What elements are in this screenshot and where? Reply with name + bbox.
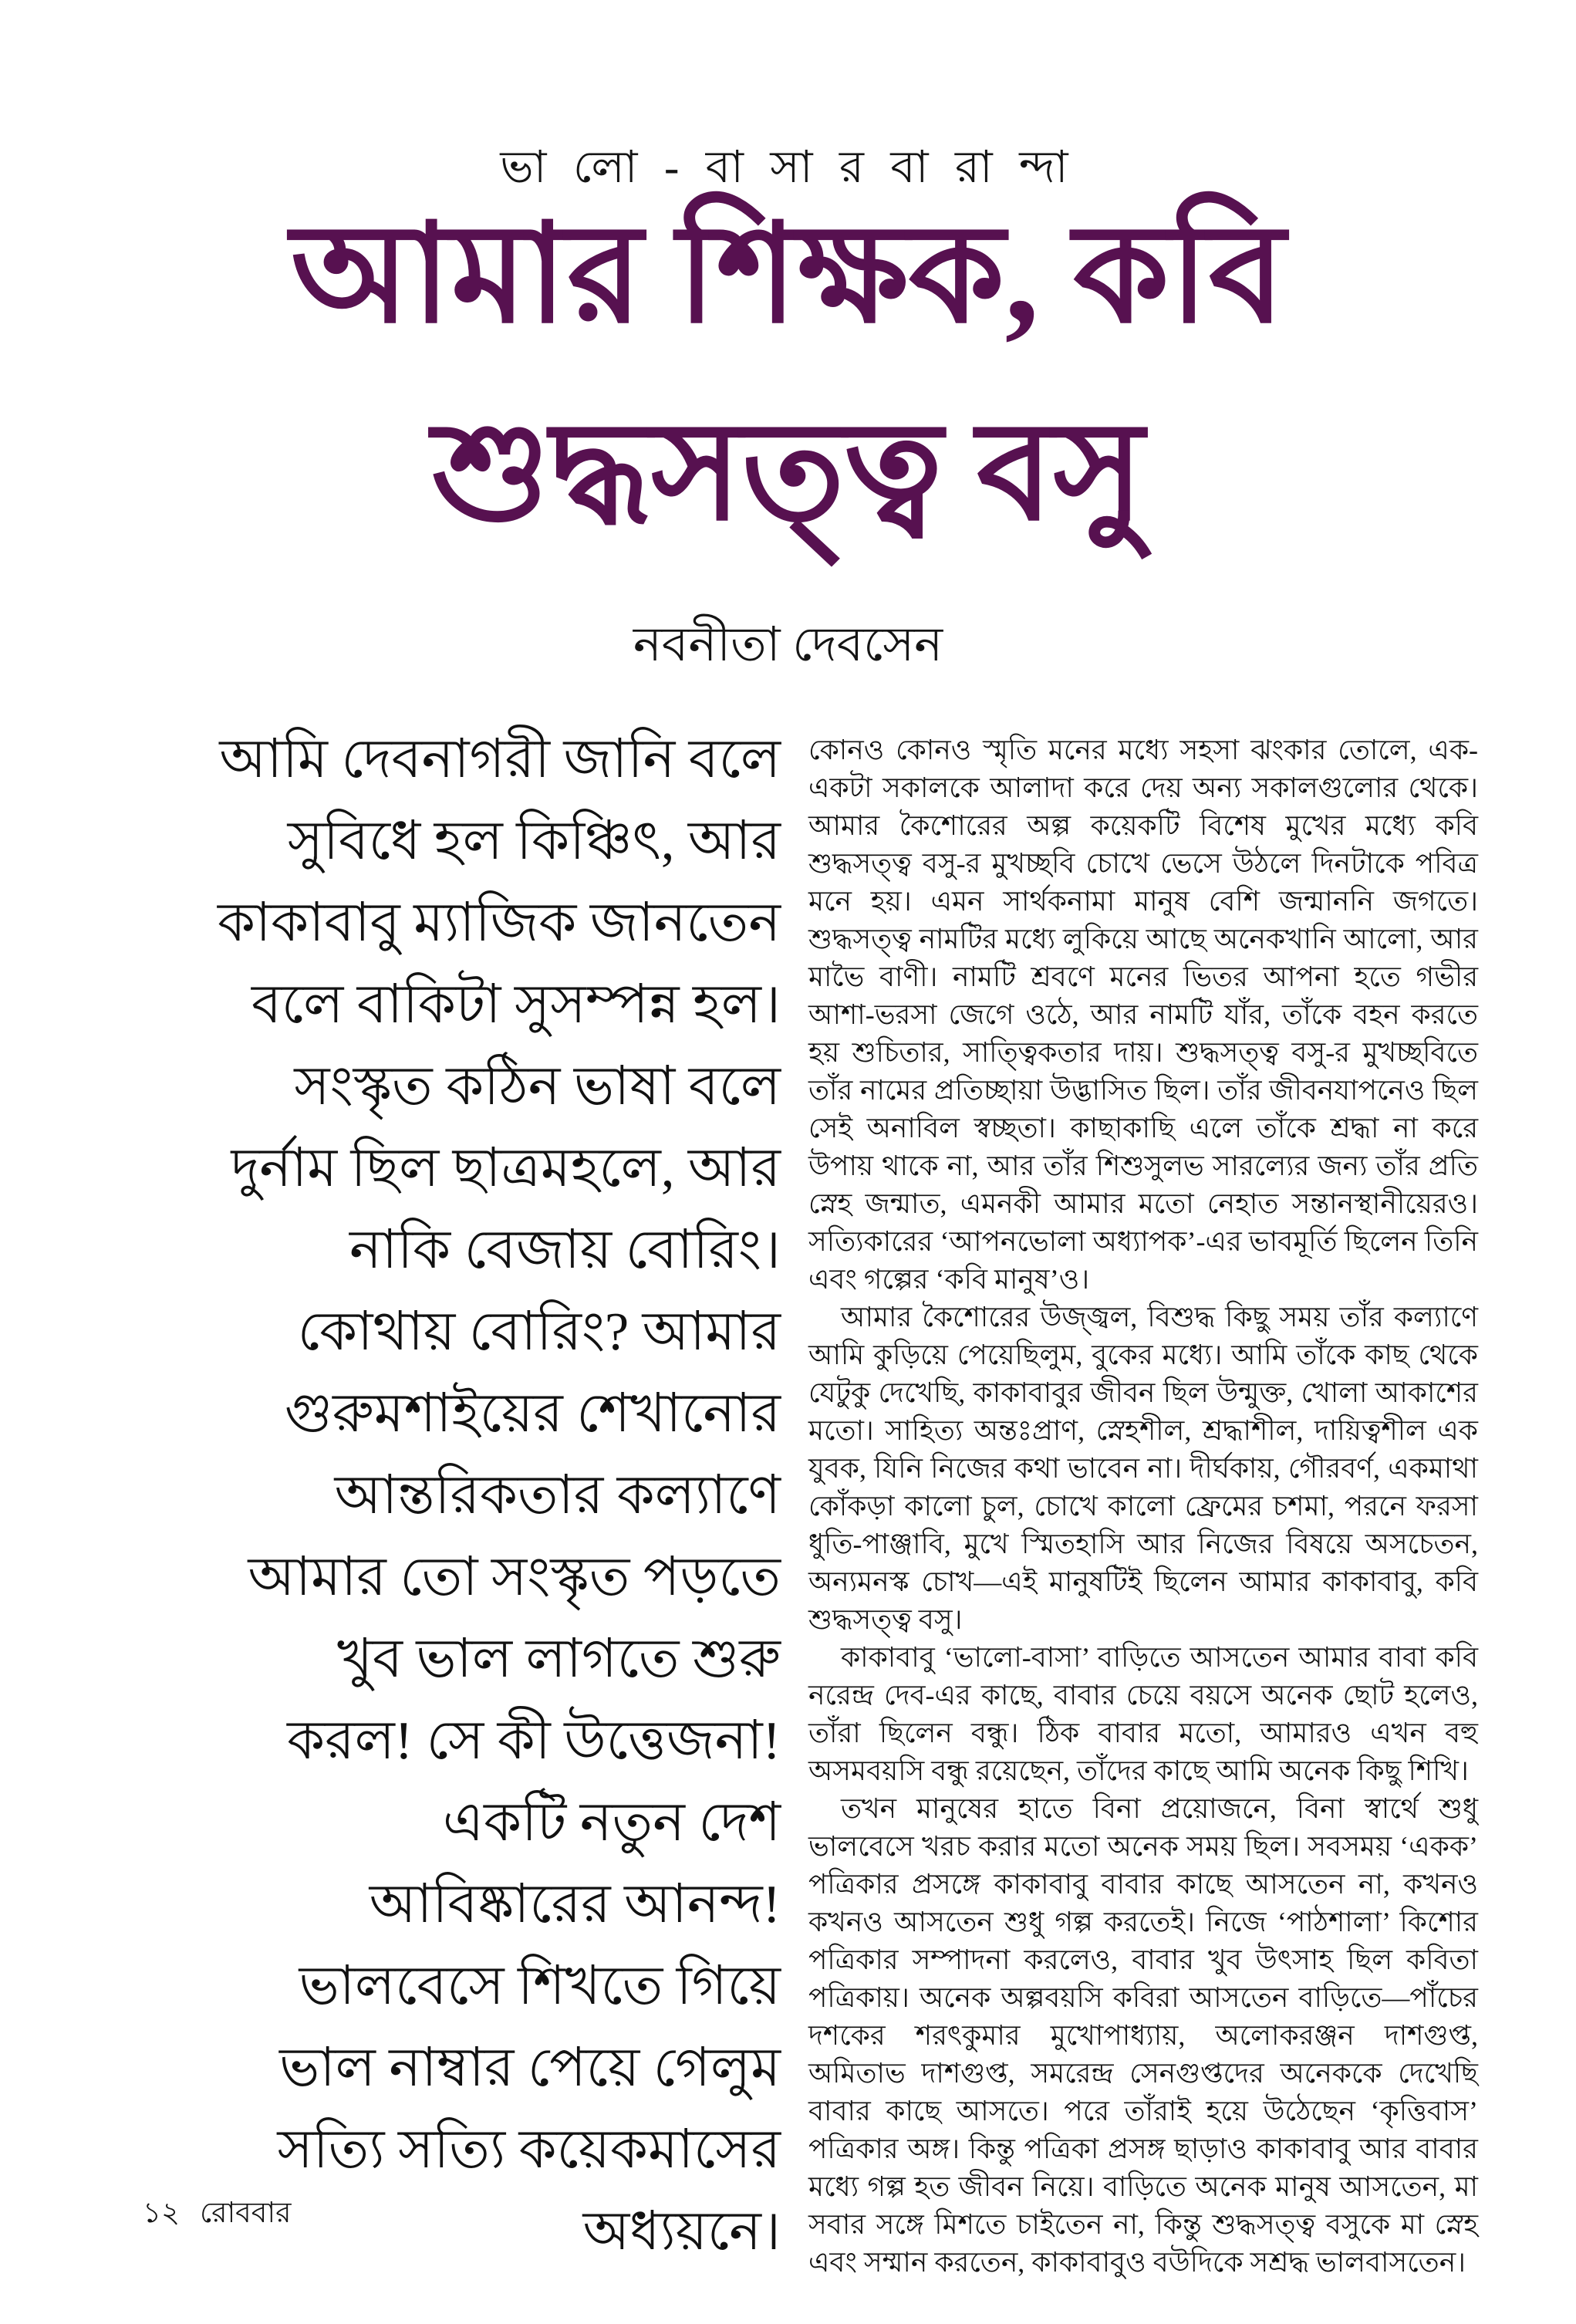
body-paragraph: তখন মানুষের হাতে বিনা প্রয়োজনে, বিনা স্বার্থে শুধু ভালবেসে খরচ করার মতো অনেক সময় ছিল। সবসময় ‘একক’ পত্রিকার প্রসঙ্গে কাকাবাবু বাবার কাছে আসতেন না, কখনও কখনও আসতেন শুধু গল্প করতেই। নিজে ‘পাঠশালা’ কিশোর পত্রিকার সম্পাদনা করলেও, বাবার খুব উৎসাহ ছিল কবিতা পত্রিকায়। অনেক অল্পবয়সি কবিরা আসতেন বাড়িতে—পাঁচের দশকের শরৎকুমার মুখোপাধ্যায়, অলোকরঞ্জন দাশগুপ্ত, অমিতাভ দাশগুপ্ত, সমরেন্দ্র সেনগুপ্তদের অনেককে দেখেছি বাবার কাছে আসতে। পরে তাঁরাই হয়ে উঠেছেন ‘কৃত্তিবাস’ পত্রিকার অঙ্গ। কিন্তু পত্রিকা প্রসঙ্গ ছাড়াও কাকাবাবু আর বাবার মধ্যে গল্প হত জীবন নিয়ে। বাড়িতে অনেক মানুষ আসতেন, মা সবার সঙ্গে মিশতে চাইতেন না, কিন্তু শুদ্ধসত্ত্ব বসুকে মা স্নেহ এবং সম্মান করতেন, কাকাবাবুও বউদিকে সশ্রদ্ধ ভালবাসতেন। [808, 1793, 1478, 2278]
poem-line: ভাল নাম্বার পেয়ে গেলুম [279, 2039, 781, 2098]
poem-line: আবিষ্কারের আনন্দ! [369, 1875, 781, 1934]
poem-line: নাকি বেজায় বোরিং। [349, 1221, 781, 1280]
body-paragraph: কোনও কোনও স্মৃতি মনের মধ্যে সহসা ঝংকার তোলে, এক-একটা সকালকে আলাদা করে দেয় অন্য সকালগুলোর থেকে। আমার কৈশোরের অল্প কয়েকটি বিশেষ মুখের মধ্যে কবি শুদ্ধসত্ত্ব বসু-র মুখচ্ছবি চোখে ভেসে উঠলে দিনটাকে পবিত্র মনে হয়। এমন সার্থকনামা মানুষ বেশি জন্মাননি জগতে। শুদ্ধসত্ত্ব নামটির মধ্যে লুকিয়ে আছে অনেকখানি আলো, আর মাভৈ বাণী। নামটি শ্রবণে মনের ভিতর আপনা হতে গভীর আশা-ভরসা জেগে ওঠে, আর নামটি যাঁর, তাঁকে বহন করতে হয় শুচিতার, সাত্ত্বিকতার দায়। শুদ্ধসত্ত্ব বসু-র মুখচ্ছবিতে তাঁর নামের প্রতিচ্ছায়া উদ্ভাসিত ছিল। তাঁর জীবনযাপনেও ছিল সেই অনাবিল স্বচ্ছতা। কাছাকাছি এলে তাঁকে শ্রদ্ধা না করে উপায় থাকে না, আর তাঁর শিশুসুলভ সারল্যের জন্য তাঁর প্রতি স্নেহ জন্মাত, এমনকী আমার মতো নেহাত সন্তানস্থানীয়েরও। সত্যিকারের ‘আপনভোলা অধ্যাপক’-এর ভাবমূর্তি ছিলেন তিনি এবং গল্পের ‘কবি মানুষ’ও। [808, 735, 1478, 1295]
poem-line: গুরুমশাইয়ের শেখানোর [285, 1384, 781, 1444]
poem-line: একটি নতুন দেশ [442, 1793, 781, 1853]
poem-line: খুব ভাল লাগতে শুরু [337, 1630, 781, 1689]
author-byline: নবনীতা দেবসেন [633, 619, 943, 671]
poem-line: আন্তরিকতার কল্যাণে [334, 1466, 781, 1525]
poem-line: ভালবেসে শিখতে গিয়ে [299, 1957, 781, 2016]
article-title-line2: শুদ্ধসত্ত্ব বসু [432, 396, 1144, 549]
poem-line: কোথায় বোরিং? আমার [297, 1302, 781, 1362]
body-column [808, 731, 1478, 2282]
poem-line: আমার তো সংস্কৃত পড়তে [248, 1548, 781, 1607]
body-paragraph: আমার কৈশোরের উজ্জ্বল, বিশুদ্ধ কিছু সময় তাঁর কল্যাণে আমি কুড়িয়ে পেয়েছিলুম, বুকের মধ্যে। আমি তাঁকে কাছ থেকে যেটুকু দেখেছি, কাকাবাবুর জীবন ছিল উন্মুক্ত, খোলা আকাশের মতো। সাহিত্য অন্তঃপ্রাণ, স্নেহশীল, শ্রদ্ধাশীল, দায়িত্বশীল এক যুবক, যিনি নিজের কথা ভাবেন না। দীর্ঘকায়, গৌরবর্ণ, একমাথা কোঁকড়া কালো চুল, চোখে কালো ফ্রেমের চশমা, পরনে ফরসা ধুতি-পাঞ্জাবি, মুখে স্মিতহাসি আর নিজের বিষয়ে অসচেতন, অন্যমনস্ক চোখ—এই মানুষটিই ছিলেন আমার কাকাবাবু, কবি শুদ্ধসত্ত্ব বসু। [808, 1302, 1478, 1635]
poem-line: সংস্কৃত কঠিন ভাষা বলে [294, 1057, 781, 1116]
article-title [0, 176, 1576, 572]
magazine-name: রোববার [200, 2197, 292, 2229]
poem-line: সুবিধে হল কিঞ্চিৎ, আর [287, 812, 781, 871]
poem-line: বলে বাকিটা সুসম্পন্ন হল। [251, 975, 781, 1035]
article-title-line1: আমার শিক্ষক, কবি [291, 198, 1285, 351]
poem-line: সত্যি সত্যি কয়েকমাসের [277, 2120, 781, 2180]
poem-column [108, 719, 781, 2273]
page-number: ১২ [143, 2197, 181, 2229]
page-footer [143, 2190, 291, 2238]
poem-line: কাকাবাবু ম্যাজিক জানতেন [218, 893, 781, 953]
poem-line: অধ্যয়নে। [582, 2202, 781, 2262]
poem-line: আমি দেবনাগরী জানি বলে [219, 730, 781, 789]
poem-line: করল! সে কী উত্তেজনা! [287, 1711, 781, 1771]
section-kicker: ভা লো - বা সা র বা রা ন্দা [500, 142, 1076, 192]
body-paragraph: কাকাবাবু ‘ভালো-বাসা’ বাড়িতে আসতেন আমার বাবা কবি নরেন্দ্র দেব-এর কাছে, বাবার চেয়ে বয়সে অনেক ছোট হলেও, তাঁরা ছিলেন বন্ধু। ঠিক বাবার মতো, আমারও এখন বহু অসমবয়সি বন্ধু রয়েছেন, তাঁদের কাছে আমি অনেক কিছু শিখি। [808, 1642, 1478, 1786]
poem-line: দুর্নাম ছিল ছাত্রমহলে, আর [231, 1139, 781, 1198]
